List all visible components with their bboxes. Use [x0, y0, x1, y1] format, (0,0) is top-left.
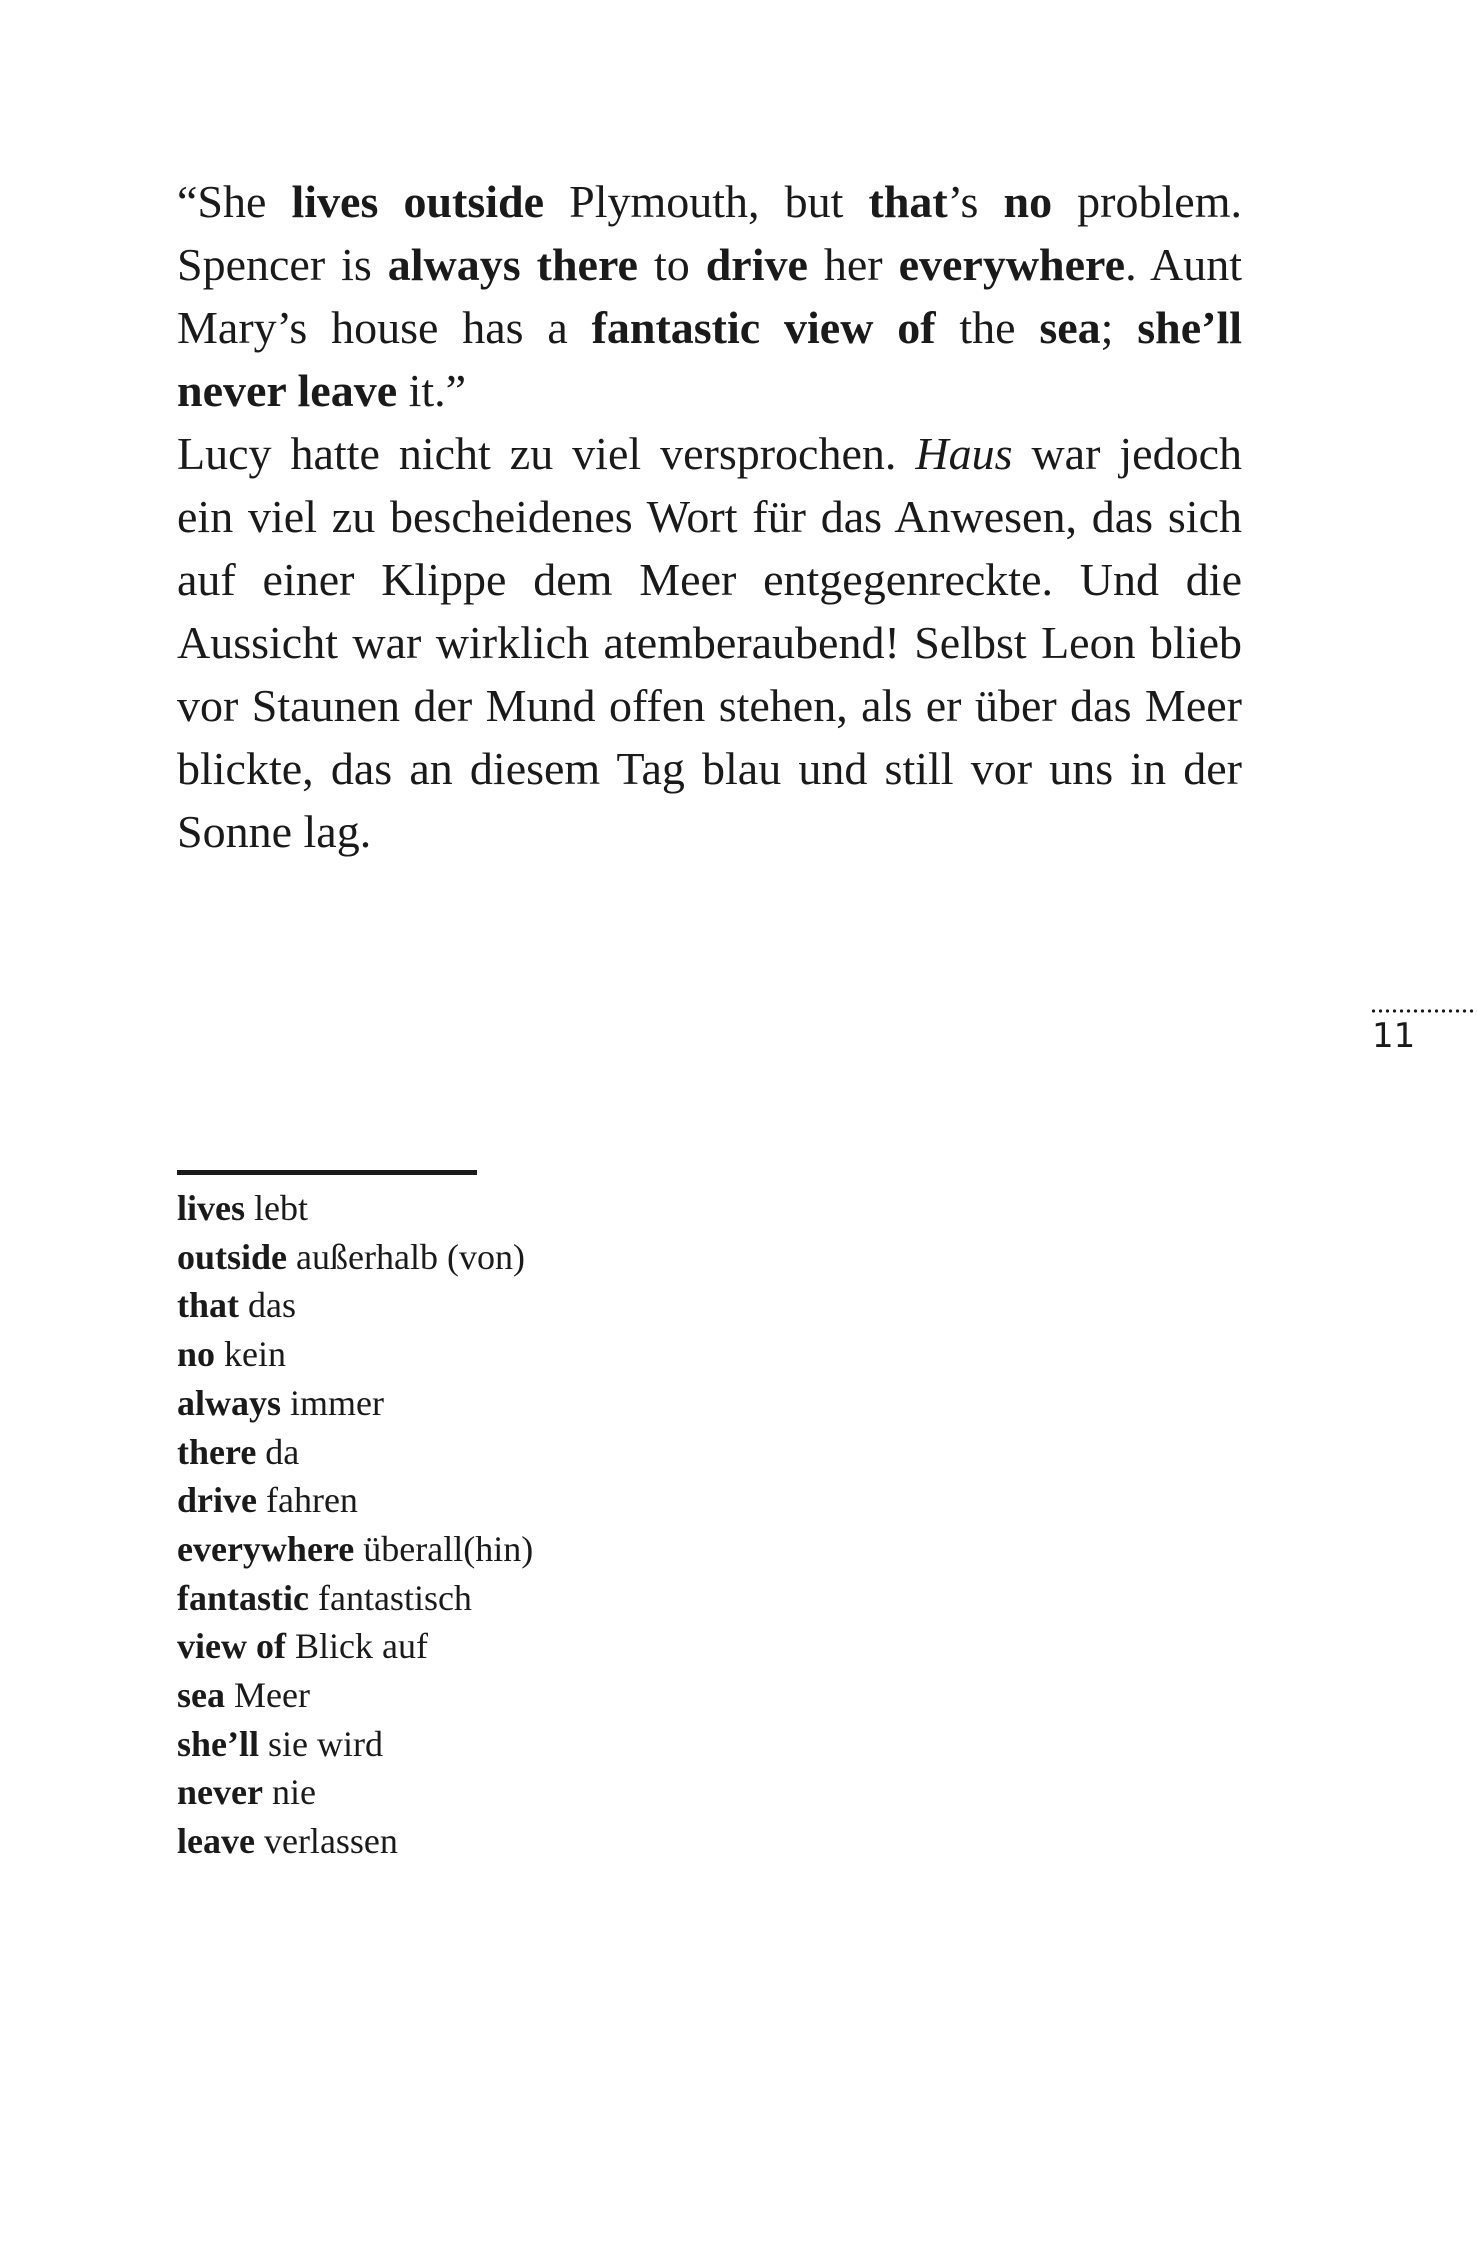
quote-text: ’s	[947, 176, 1004, 227]
glossary-translation: nie	[271, 1772, 316, 1813]
glossary-entry	[177, 1330, 877, 1379]
vocabulary-glossary	[177, 1184, 877, 1866]
glossary-term: never	[177, 1772, 263, 1813]
glossary-translation: lebt	[254, 1188, 308, 1228]
glossary-entry	[177, 1525, 877, 1574]
page-number-marker	[1370, 1008, 1477, 1068]
vocab-highlight: fantastic view of	[591, 302, 936, 353]
glossary-translation: Blick auf	[294, 1626, 428, 1667]
quote-text: it.”	[397, 365, 467, 416]
glossary-entry	[177, 1720, 877, 1769]
glossary-translation: fantastisch	[317, 1577, 472, 1618]
glossary-entry	[177, 1476, 877, 1525]
glossary-translation: außerhalb (von)	[296, 1236, 525, 1277]
english-quote-paragraph	[177, 170, 1242, 422]
glossary-translation: immer	[290, 1382, 384, 1423]
italic-word: Haus	[915, 428, 1013, 479]
narrative-text-rest: war jedoch ein viel zu bescheidenes Wort für das Anwesen, das sich auf einer Klippe dem Meer entgegenreckte. Und die Aussicht war wirklich atemberaubend! Selbst Leon blieb vor Staunen der Mund offen stehen, als er über das Meer blickte, das an diesem Tag blau und still vor uns in der Sonne lag.	[177, 428, 1242, 857]
quote-text: Plymouth, but	[544, 176, 869, 227]
glossary-entry	[177, 1671, 877, 1720]
quote-text: the	[935, 302, 1040, 353]
vocab-highlight: everywhere	[898, 239, 1126, 290]
quote-text: ;	[1100, 302, 1138, 353]
glossary-term: that	[177, 1285, 239, 1326]
glossary-term: outside	[177, 1236, 288, 1277]
vocab-highlight: lives outside	[291, 176, 545, 227]
glossary-translation: kein	[224, 1334, 287, 1375]
glossary-entry	[177, 1428, 877, 1477]
glossary-term: she’ll	[177, 1723, 260, 1764]
glossary-translation: verlassen	[263, 1821, 398, 1862]
glossary-term: there	[177, 1431, 257, 1472]
glossary-entry	[177, 1768, 877, 1817]
glossary-translation: das	[248, 1285, 296, 1326]
glossary-term: drive	[177, 1480, 257, 1521]
vocab-highlight: that	[868, 176, 948, 227]
glossary-term: everywhere	[177, 1528, 355, 1569]
quote-text: . Aunt Mary’s house has a	[177, 239, 1242, 353]
glossary-entry	[177, 1281, 877, 1330]
quote-text: to	[637, 239, 706, 290]
narrative-text-start: Lucy hatte nicht zu viel versprochen.	[177, 428, 916, 479]
glossary-term: lives	[177, 1188, 245, 1228]
glossary-term: fantastic	[177, 1577, 309, 1618]
footnote-divider	[177, 1170, 477, 1175]
page-number: 11	[1372, 1016, 1416, 1056]
german-narrative-paragraph	[177, 422, 1242, 863]
glossary-translation: da	[265, 1431, 300, 1472]
quote-text: “She	[177, 176, 292, 227]
vocab-highlight: no	[1003, 176, 1053, 227]
vocab-highlight: drive	[705, 239, 808, 290]
glossary-translation: fahren	[265, 1480, 358, 1521]
main-text	[177, 170, 1242, 863]
glossary-translation: überall(hin)	[363, 1528, 534, 1569]
glossary-term: no	[177, 1334, 216, 1375]
vocab-highlight: always there	[387, 239, 638, 290]
glossary-entry	[177, 1817, 877, 1866]
glossary-term: always	[177, 1382, 282, 1423]
glossary-translation: Meer	[234, 1675, 310, 1716]
glossary-entry	[177, 1574, 877, 1623]
glossary-entry	[177, 1233, 877, 1282]
vocab-highlight: sea	[1039, 302, 1101, 353]
glossary-term: view of	[177, 1626, 286, 1667]
glossary-entry	[177, 1379, 877, 1428]
quote-text: problem. Spencer is	[177, 176, 1242, 290]
glossary-term: sea	[177, 1675, 225, 1716]
vocab-highlight: she’ll never leave	[177, 302, 1243, 416]
glossary-term: leave	[177, 1821, 255, 1862]
quote-text: her	[807, 239, 899, 290]
glossary-entry	[177, 1184, 877, 1233]
glossary-entry	[177, 1622, 877, 1671]
glossary-translation: sie wird	[268, 1723, 383, 1764]
